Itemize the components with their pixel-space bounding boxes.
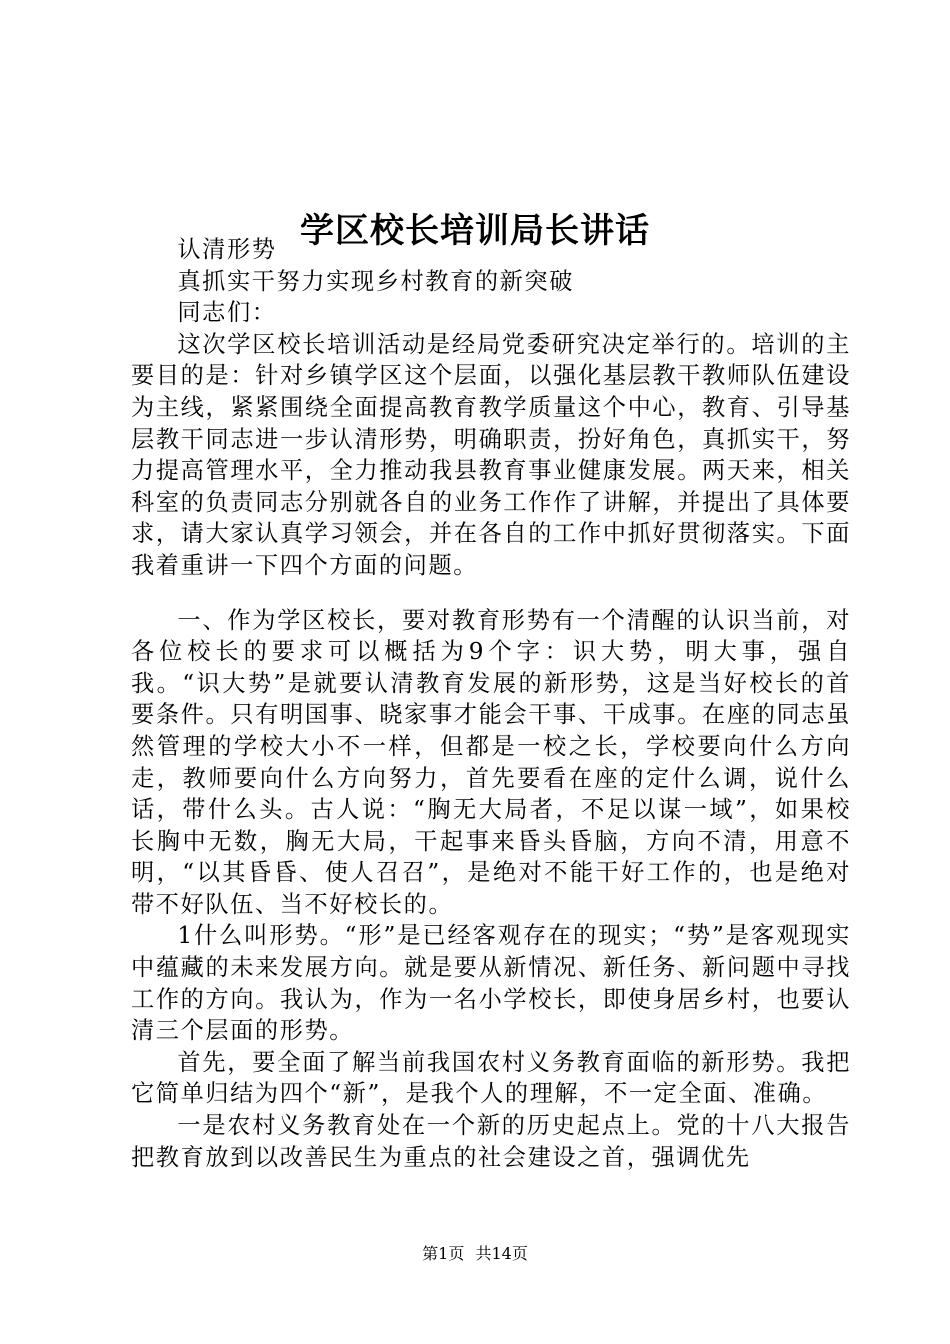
paragraph-intro: 这次学区校长培训活动是经局党委研究决定举行的。培训的主要目的是：针对乡镇学区这个层面，以强化基层教干教师队伍建设为主线，紧紧围绕全面提高教育教学质量这个中心，教育、引导基层教干同志进一步认清形势，明确职责，扮好角色，真抓实干，努力提高管理水平，全力推动我县教育事业健康发展。两天来，相关科室的负责同志分别就各自的业务工作作了讲解，并提出了具体要求，请大家认真学习领会，并在各自的工作中抓好贯彻落实。下面我着重讲一下四个方面的问题。: [131, 330, 851, 579]
document-body: [131, 234, 851, 1173]
page-number: 第1页: [422, 1244, 465, 1263]
paragraph-first: 首先，要全面了解当前我国农村义务教育面临的新形势。我把它简单归结为四个“新”，是我个人的理解，不一定全面、准确。: [131, 1048, 851, 1108]
salutation: 同志们：: [177, 299, 277, 327]
subtitle-line-1: 认清形势: [177, 236, 277, 263]
page-footer: [0, 1243, 950, 1265]
paragraph-section-one: 一、作为学区校长，要对教育形势有一个清醒的认识当前，对各位校长的要求可以概括为9个字：识大势，明大事，强自我。“识大势”是就要认清教育发展的新形势，这是当好校长的首要条件。只有明国事、晓家事才能会干事、干成事。在座的同志虽然管理的学校大小不一样，但都是一校之长，学校要向什么方向走，教师要向什么方向努力，首先要看在座的定什么调，说什么话，带什么头。古人说：“胸无大局者，不足以谋一域”，如果校长胸中无数，胸无大局，干起事来昏头昏脑，方向不清，用意不明，“以其昏昏、使人召召”，是绝对不能干好工作的，也是绝对带不好队伍、当不好校长的。: [131, 606, 851, 918]
paragraph-point-one: 一是农村义务教育处在一个新的历史起点上。党的十八大报告把教育放到以改善民生为重点的社会建设之首，强调优先: [131, 1112, 851, 1171]
page-total: 共14页: [475, 1244, 528, 1263]
subtitle-line-2: 真抓实干努力实现乡村教育的新突破: [177, 267, 574, 295]
paragraph-what-is-situation: 1什么叫形势。“形”是已经客观存在的现实；“势”是客观现实中蕴藏的未来发展方向。就是要从新情况、新任务、新问题中寻找工作的方向。我认为，作为一名小学校长，即使身居乡村，也要认清三个层面的形势。: [131, 922, 851, 1045]
document-title: 学区校长培训局长讲话: [300, 210, 650, 251]
